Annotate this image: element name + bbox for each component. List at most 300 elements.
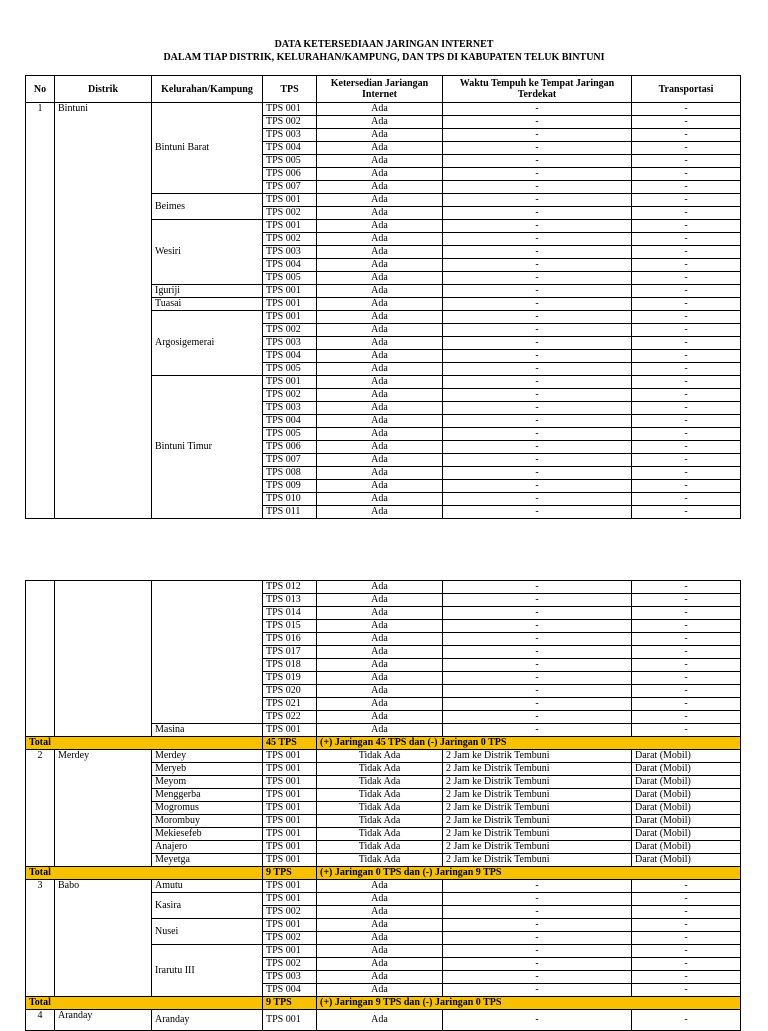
transport-cell: - bbox=[632, 129, 741, 142]
status-cell: Ada bbox=[317, 594, 443, 607]
tps-cell: TPS 021 bbox=[263, 698, 317, 711]
kelurahan-cell: Meyom bbox=[152, 776, 263, 789]
tps-cell: TPS 002 bbox=[263, 932, 317, 945]
waktu-cell: - bbox=[443, 233, 632, 246]
distrik-cell: Bintuni bbox=[55, 103, 152, 519]
waktu-cell: - bbox=[443, 116, 632, 129]
transport-cell: - bbox=[632, 724, 741, 737]
status-cell: Tidak Ada bbox=[317, 763, 443, 776]
table-row bbox=[26, 1010, 741, 1031]
status-cell: Ada bbox=[317, 659, 443, 672]
tps-cell: TPS 004 bbox=[263, 350, 317, 363]
total-label: Total bbox=[26, 997, 263, 1010]
waktu-cell: - bbox=[443, 711, 632, 724]
status-cell: Ada bbox=[317, 893, 443, 906]
transport-cell: - bbox=[632, 971, 741, 984]
status-cell: Tidak Ada bbox=[317, 854, 443, 867]
kelurahan-cell: Tuasai bbox=[152, 298, 263, 311]
distrik-cell bbox=[55, 581, 152, 737]
tps-cell: TPS 015 bbox=[263, 620, 317, 633]
transport-cell: - bbox=[632, 181, 741, 194]
tps-cell: TPS 001 bbox=[263, 311, 317, 324]
waktu-cell: - bbox=[443, 633, 632, 646]
transport-cell: - bbox=[632, 1010, 741, 1031]
transport-cell: Darat (Mobil) bbox=[632, 802, 741, 815]
transport-cell: Darat (Mobil) bbox=[632, 854, 741, 867]
transport-cell: - bbox=[632, 633, 741, 646]
transport-cell: - bbox=[632, 441, 741, 454]
status-cell: Tidak Ada bbox=[317, 815, 443, 828]
status-cell: Ada bbox=[317, 298, 443, 311]
status-cell: Ada bbox=[317, 880, 443, 893]
row-no bbox=[26, 581, 55, 737]
kelurahan-cell: Irarutu III bbox=[152, 945, 263, 997]
kelurahan-cell: Bintuni Barat bbox=[152, 103, 263, 194]
tps-cell: TPS 001 bbox=[263, 1010, 317, 1031]
status-cell: Ada bbox=[317, 1010, 443, 1031]
transport-cell: - bbox=[632, 880, 741, 893]
waktu-cell: - bbox=[443, 581, 632, 594]
tps-cell: TPS 001 bbox=[263, 750, 317, 763]
transport-cell: - bbox=[632, 506, 741, 519]
total-label: Total bbox=[26, 737, 263, 750]
tps-cell: TPS 001 bbox=[263, 815, 317, 828]
transport-cell: - bbox=[632, 103, 741, 116]
status-cell: Tidak Ada bbox=[317, 802, 443, 815]
waktu-cell: 2 Jam ke Distrik Tembuni bbox=[443, 854, 632, 867]
status-cell: Ada bbox=[317, 581, 443, 594]
kelurahan-cell: Aranday bbox=[152, 1010, 263, 1031]
status-cell: Ada bbox=[317, 685, 443, 698]
status-cell: Ada bbox=[317, 958, 443, 971]
transport-cell: - bbox=[632, 311, 741, 324]
tps-cell: TPS 001 bbox=[263, 285, 317, 298]
row-no: 2 bbox=[26, 750, 55, 867]
transport-cell: - bbox=[632, 659, 741, 672]
waktu-cell: - bbox=[443, 945, 632, 958]
waktu-cell: - bbox=[443, 441, 632, 454]
tps-cell: TPS 009 bbox=[263, 480, 317, 493]
tps-cell: TPS 006 bbox=[263, 168, 317, 181]
status-cell: Ada bbox=[317, 103, 443, 116]
transport-cell: - bbox=[632, 389, 741, 402]
distrik-cell: Merdey bbox=[55, 750, 152, 867]
transport-cell: - bbox=[632, 454, 741, 467]
status-cell: Ada bbox=[317, 506, 443, 519]
transport-cell: Darat (Mobil) bbox=[632, 815, 741, 828]
data-table-page1 bbox=[25, 75, 741, 519]
table-row bbox=[26, 581, 741, 594]
waktu-cell: 2 Jam ke Distrik Tembuni bbox=[443, 815, 632, 828]
tps-cell: TPS 002 bbox=[263, 958, 317, 971]
transport-cell: - bbox=[632, 402, 741, 415]
status-cell: Ada bbox=[317, 428, 443, 441]
kelurahan-cell: Bintuni Timur bbox=[152, 376, 263, 519]
waktu-cell: - bbox=[443, 1010, 632, 1031]
status-cell: Tidak Ada bbox=[317, 841, 443, 854]
waktu-cell: - bbox=[443, 932, 632, 945]
tps-cell: TPS 002 bbox=[263, 207, 317, 220]
waktu-cell: - bbox=[443, 181, 632, 194]
waktu-cell: - bbox=[443, 155, 632, 168]
waktu-cell: - bbox=[443, 129, 632, 142]
status-cell: Ada bbox=[317, 337, 443, 350]
tps-cell: TPS 002 bbox=[263, 906, 317, 919]
status-cell: Ada bbox=[317, 945, 443, 958]
transport-cell: - bbox=[632, 893, 741, 906]
tps-cell: TPS 002 bbox=[263, 233, 317, 246]
waktu-cell: 2 Jam ke Distrik Tembuni bbox=[443, 789, 632, 802]
transport-cell: - bbox=[632, 324, 741, 337]
waktu-cell: - bbox=[443, 958, 632, 971]
status-cell: Ada bbox=[317, 246, 443, 259]
waktu-cell: - bbox=[443, 207, 632, 220]
row-no: 4 bbox=[26, 1010, 55, 1031]
transport-cell: - bbox=[632, 685, 741, 698]
column-header: Transportasi bbox=[632, 76, 741, 103]
total-label: Total bbox=[26, 867, 263, 880]
tps-cell: TPS 014 bbox=[263, 607, 317, 620]
transport-cell: - bbox=[632, 932, 741, 945]
transport-cell: Darat (Mobil) bbox=[632, 828, 741, 841]
distrik-cell: Aranday bbox=[55, 1010, 152, 1031]
status-cell: Ada bbox=[317, 311, 443, 324]
transport-cell: - bbox=[632, 376, 741, 389]
tps-cell: TPS 006 bbox=[263, 441, 317, 454]
transport-cell: - bbox=[632, 698, 741, 711]
transport-cell: - bbox=[632, 480, 741, 493]
status-cell: Ada bbox=[317, 919, 443, 932]
transport-cell: Darat (Mobil) bbox=[632, 776, 741, 789]
waktu-cell: 2 Jam ke Distrik Tembuni bbox=[443, 841, 632, 854]
kelurahan-cell: Nusei bbox=[152, 919, 263, 945]
tps-cell: TPS 001 bbox=[263, 880, 317, 893]
waktu-cell: - bbox=[443, 285, 632, 298]
tps-cell: TPS 018 bbox=[263, 659, 317, 672]
waktu-cell: - bbox=[443, 103, 632, 116]
tps-cell: TPS 013 bbox=[263, 594, 317, 607]
tps-cell: TPS 004 bbox=[263, 142, 317, 155]
waktu-cell: - bbox=[443, 467, 632, 480]
transport-cell: - bbox=[632, 594, 741, 607]
waktu-cell: - bbox=[443, 971, 632, 984]
status-cell: Ada bbox=[317, 480, 443, 493]
column-header: Kelurahan/Kampung bbox=[152, 76, 263, 103]
waktu-cell: - bbox=[443, 324, 632, 337]
column-header: Distrik bbox=[55, 76, 152, 103]
transport-cell: - bbox=[632, 415, 741, 428]
transport-cell: - bbox=[632, 711, 741, 724]
tps-cell: TPS 007 bbox=[263, 454, 317, 467]
doc-title-line2: DALAM TIAP DISTRIK, KELURAHAN/KAMPUNG, DAN TPS DI KABUPATEN TELUK BINTUNI bbox=[163, 52, 605, 63]
waktu-cell: - bbox=[443, 389, 632, 402]
waktu-cell: - bbox=[443, 194, 632, 207]
tps-cell: TPS 005 bbox=[263, 428, 317, 441]
kelurahan-cell: Iguriji bbox=[152, 285, 263, 298]
waktu-cell: - bbox=[443, 415, 632, 428]
waktu-cell: - bbox=[443, 142, 632, 155]
waktu-cell: 2 Jam ke Distrik Tembuni bbox=[443, 763, 632, 776]
status-cell: Ada bbox=[317, 376, 443, 389]
status-cell: Ada bbox=[317, 984, 443, 997]
transport-cell: Darat (Mobil) bbox=[632, 789, 741, 802]
transport-cell: - bbox=[632, 155, 741, 168]
transport-cell: - bbox=[632, 298, 741, 311]
status-cell: Ada bbox=[317, 181, 443, 194]
transport-cell: - bbox=[632, 906, 741, 919]
waktu-cell: - bbox=[443, 698, 632, 711]
column-header: Waktu Tempuh ke Tempat Jaringan Terdekat bbox=[443, 76, 632, 103]
tps-cell: TPS 004 bbox=[263, 415, 317, 428]
tps-cell: TPS 003 bbox=[263, 246, 317, 259]
status-cell: Ada bbox=[317, 698, 443, 711]
status-cell: Ada bbox=[317, 233, 443, 246]
kelurahan-cell: Anajero bbox=[152, 841, 263, 854]
tps-cell: TPS 005 bbox=[263, 363, 317, 376]
transport-cell: - bbox=[632, 581, 741, 594]
total-tps: 9 TPS bbox=[263, 997, 317, 1010]
waktu-cell: - bbox=[443, 272, 632, 285]
waktu-cell: - bbox=[443, 337, 632, 350]
transport-cell: - bbox=[632, 945, 741, 958]
status-cell: Ada bbox=[317, 607, 443, 620]
doc-title-line1: DATA KETERSEDIAAN JARINGAN INTERNET bbox=[274, 39, 494, 50]
tps-cell: TPS 011 bbox=[263, 506, 317, 519]
tps-cell: TPS 001 bbox=[263, 841, 317, 854]
tps-cell: TPS 017 bbox=[263, 646, 317, 659]
waktu-cell: - bbox=[443, 350, 632, 363]
total-note: (+) Jaringan 0 TPS dan (-) Jaringan 9 TPS bbox=[317, 867, 741, 880]
status-cell: Ada bbox=[317, 402, 443, 415]
transport-cell: - bbox=[632, 220, 741, 233]
status-cell: Ada bbox=[317, 116, 443, 129]
status-cell: Ada bbox=[317, 906, 443, 919]
tps-cell: TPS 012 bbox=[263, 581, 317, 594]
transport-cell: Darat (Mobil) bbox=[632, 763, 741, 776]
tps-cell: TPS 001 bbox=[263, 103, 317, 116]
tps-cell: TPS 003 bbox=[263, 337, 317, 350]
tps-cell: TPS 001 bbox=[263, 298, 317, 311]
waktu-cell: - bbox=[443, 246, 632, 259]
waktu-cell: 2 Jam ke Distrik Tembuni bbox=[443, 776, 632, 789]
status-cell: Ada bbox=[317, 454, 443, 467]
waktu-cell: - bbox=[443, 685, 632, 698]
tps-cell: TPS 003 bbox=[263, 402, 317, 415]
status-cell: Ada bbox=[317, 220, 443, 233]
transport-cell: - bbox=[632, 194, 741, 207]
tps-cell: TPS 002 bbox=[263, 324, 317, 337]
waktu-cell: - bbox=[443, 724, 632, 737]
status-cell: Ada bbox=[317, 711, 443, 724]
waktu-cell: - bbox=[443, 480, 632, 493]
tps-cell: TPS 001 bbox=[263, 194, 317, 207]
transport-cell: - bbox=[632, 142, 741, 155]
transport-cell: - bbox=[632, 919, 741, 932]
kelurahan-cell: Morombuy bbox=[152, 815, 263, 828]
tps-cell: TPS 001 bbox=[263, 802, 317, 815]
status-cell: Ada bbox=[317, 272, 443, 285]
transport-cell: - bbox=[632, 285, 741, 298]
tps-cell: TPS 001 bbox=[263, 828, 317, 841]
status-cell: Ada bbox=[317, 324, 443, 337]
transport-cell: - bbox=[632, 272, 741, 285]
status-cell: Ada bbox=[317, 259, 443, 272]
kelurahan-cell: Menggerba bbox=[152, 789, 263, 802]
tps-cell: TPS 001 bbox=[263, 763, 317, 776]
tps-cell: TPS 003 bbox=[263, 971, 317, 984]
kelurahan-cell: Amutu bbox=[152, 880, 263, 893]
status-cell: Ada bbox=[317, 389, 443, 402]
transport-cell: Darat (Mobil) bbox=[632, 841, 741, 854]
status-cell: Tidak Ada bbox=[317, 828, 443, 841]
tps-cell: TPS 001 bbox=[263, 724, 317, 737]
waktu-cell: - bbox=[443, 594, 632, 607]
status-cell: Ada bbox=[317, 633, 443, 646]
status-cell: Ada bbox=[317, 441, 443, 454]
status-cell: Tidak Ada bbox=[317, 750, 443, 763]
row-no: 3 bbox=[26, 880, 55, 997]
tps-cell: TPS 001 bbox=[263, 376, 317, 389]
status-cell: Ada bbox=[317, 971, 443, 984]
transport-cell: - bbox=[632, 337, 741, 350]
transport-cell: - bbox=[632, 207, 741, 220]
tps-cell: TPS 003 bbox=[263, 129, 317, 142]
tps-cell: TPS 001 bbox=[263, 945, 317, 958]
waktu-cell: - bbox=[443, 454, 632, 467]
waktu-cell: - bbox=[443, 880, 632, 893]
waktu-cell: - bbox=[443, 168, 632, 181]
kelurahan-cell: Meyetga bbox=[152, 854, 263, 867]
status-cell: Tidak Ada bbox=[317, 776, 443, 789]
waktu-cell: 2 Jam ke Distrik Tembuni bbox=[443, 828, 632, 841]
transport-cell: - bbox=[632, 984, 741, 997]
waktu-cell: - bbox=[443, 646, 632, 659]
transport-cell: - bbox=[632, 428, 741, 441]
tps-cell: TPS 001 bbox=[263, 919, 317, 932]
total-note: (+) Jaringan 45 TPS dan (-) Jaringan 0 TPS bbox=[317, 737, 741, 750]
waktu-cell: - bbox=[443, 376, 632, 389]
waktu-cell: - bbox=[443, 363, 632, 376]
tps-cell: TPS 002 bbox=[263, 389, 317, 402]
transport-cell: - bbox=[632, 116, 741, 129]
kelurahan-cell: Masina bbox=[152, 724, 263, 737]
transport-cell: - bbox=[632, 958, 741, 971]
kelurahan-cell: Merdey bbox=[152, 750, 263, 763]
transport-cell: - bbox=[632, 246, 741, 259]
status-cell: Ada bbox=[317, 207, 443, 220]
status-cell: Ada bbox=[317, 350, 443, 363]
tps-cell: TPS 016 bbox=[263, 633, 317, 646]
waktu-cell: - bbox=[443, 402, 632, 415]
transport-cell: - bbox=[632, 646, 741, 659]
transport-cell: - bbox=[632, 607, 741, 620]
waktu-cell: 2 Jam ke Distrik Tembuni bbox=[443, 802, 632, 815]
table-row bbox=[26, 750, 741, 763]
tps-cell: TPS 002 bbox=[263, 116, 317, 129]
waktu-cell: - bbox=[443, 659, 632, 672]
tps-cell: TPS 022 bbox=[263, 711, 317, 724]
kelurahan-cell bbox=[152, 581, 263, 724]
transport-cell: - bbox=[632, 233, 741, 246]
kelurahan-cell: Beimes bbox=[152, 194, 263, 220]
status-cell: Ada bbox=[317, 724, 443, 737]
waktu-cell: - bbox=[443, 220, 632, 233]
data-table-page2 bbox=[25, 580, 741, 1031]
waktu-cell: - bbox=[443, 984, 632, 997]
status-cell: Ada bbox=[317, 129, 443, 142]
waktu-cell: - bbox=[443, 298, 632, 311]
status-cell: Tidak Ada bbox=[317, 789, 443, 802]
transport-cell: - bbox=[632, 350, 741, 363]
tps-cell: TPS 001 bbox=[263, 854, 317, 867]
transport-cell: Darat (Mobil) bbox=[632, 750, 741, 763]
status-cell: Ada bbox=[317, 155, 443, 168]
tps-cell: TPS 010 bbox=[263, 493, 317, 506]
tps-cell: TPS 007 bbox=[263, 181, 317, 194]
waktu-cell: - bbox=[443, 506, 632, 519]
transport-cell: - bbox=[632, 168, 741, 181]
table-row bbox=[26, 103, 741, 116]
waktu-cell: - bbox=[443, 672, 632, 685]
tps-cell: TPS 001 bbox=[263, 893, 317, 906]
tps-cell: TPS 001 bbox=[263, 789, 317, 802]
tps-cell: TPS 008 bbox=[263, 467, 317, 480]
kelurahan-cell: Mogromus bbox=[152, 802, 263, 815]
status-cell: Ada bbox=[317, 285, 443, 298]
tps-cell: TPS 005 bbox=[263, 272, 317, 285]
waktu-cell: - bbox=[443, 607, 632, 620]
waktu-cell: - bbox=[443, 259, 632, 272]
table-row bbox=[26, 76, 741, 103]
waktu-cell: 2 Jam ke Distrik Tembuni bbox=[443, 750, 632, 763]
kelurahan-cell: Wesiri bbox=[152, 220, 263, 285]
status-cell: Ada bbox=[317, 142, 443, 155]
tps-cell: TPS 001 bbox=[263, 220, 317, 233]
transport-cell: - bbox=[632, 493, 741, 506]
total-note: (+) Jaringan 9 TPS dan (-) Jaringan 0 TPS bbox=[317, 997, 741, 1010]
column-header: TPS bbox=[263, 76, 317, 103]
status-cell: Ada bbox=[317, 467, 443, 480]
status-cell: Ada bbox=[317, 672, 443, 685]
waktu-cell: - bbox=[443, 893, 632, 906]
waktu-cell: - bbox=[443, 620, 632, 633]
table-row bbox=[26, 880, 741, 893]
transport-cell: - bbox=[632, 363, 741, 376]
status-cell: Ada bbox=[317, 194, 443, 207]
column-header: No bbox=[26, 76, 55, 103]
waktu-cell: - bbox=[443, 311, 632, 324]
total-row bbox=[26, 867, 741, 880]
waktu-cell: - bbox=[443, 493, 632, 506]
column-header: Ketersedian Jariangan Internet bbox=[317, 76, 443, 103]
kelurahan-cell: Argosigemerai bbox=[152, 311, 263, 376]
waktu-cell: - bbox=[443, 919, 632, 932]
tps-cell: TPS 005 bbox=[263, 155, 317, 168]
transport-cell: - bbox=[632, 259, 741, 272]
status-cell: Ada bbox=[317, 620, 443, 633]
row-no: 1 bbox=[26, 103, 55, 519]
distrik-cell: Babo bbox=[55, 880, 152, 997]
status-cell: Ada bbox=[317, 932, 443, 945]
total-tps: 45 TPS bbox=[263, 737, 317, 750]
waktu-cell: - bbox=[443, 428, 632, 441]
tps-cell: TPS 004 bbox=[263, 259, 317, 272]
tps-cell: TPS 004 bbox=[263, 984, 317, 997]
transport-cell: - bbox=[632, 620, 741, 633]
kelurahan-cell: Kasira bbox=[152, 893, 263, 919]
transport-cell: - bbox=[632, 467, 741, 480]
transport-cell: - bbox=[632, 672, 741, 685]
